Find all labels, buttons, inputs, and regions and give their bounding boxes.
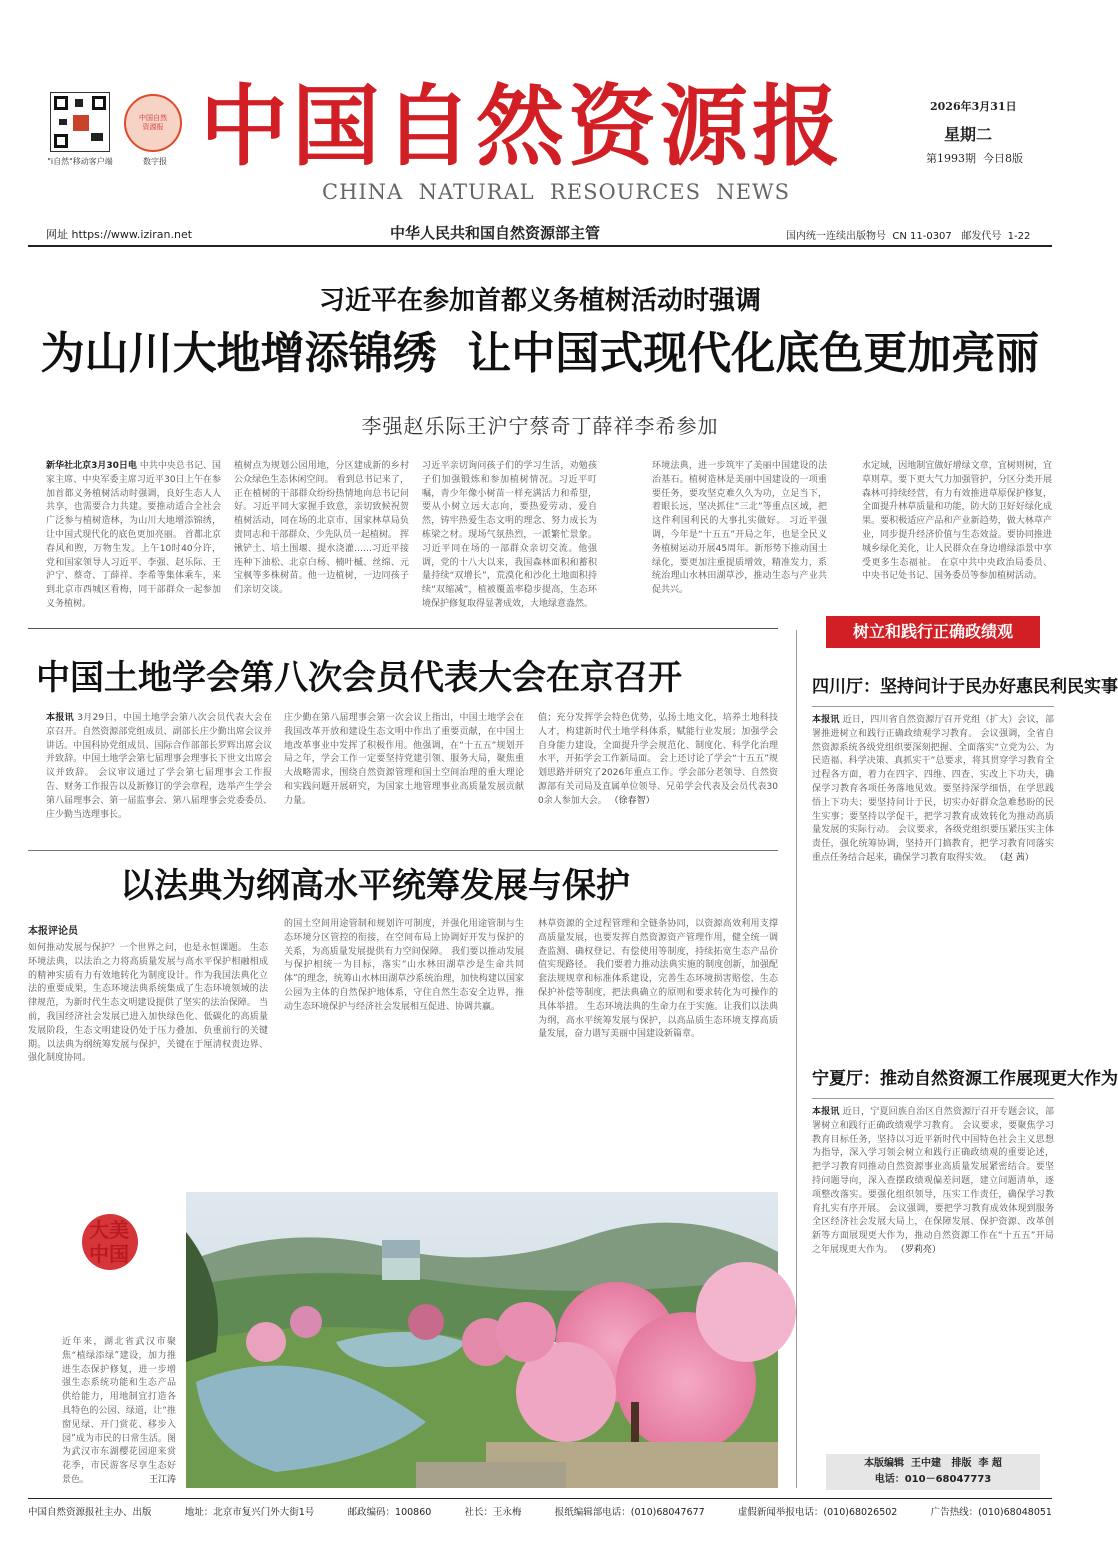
- editor-names: 本版编辑 王中建 排版 李 超: [864, 1458, 1002, 1469]
- sidebar-banner: [826, 616, 1040, 648]
- brief2-author: （罗莉亮）: [895, 1244, 941, 1255]
- lead-column-1: [46, 460, 221, 610]
- brief1-byline: 本报讯: [812, 715, 840, 725]
- masthead-english: CHINA NATURAL RESOURCES NEWS: [322, 180, 791, 204]
- seal-text: 中国自然资源报: [139, 114, 167, 131]
- lead-text-4: 环境法典，进一步筑牢了美丽中国建设的法治基石。植树造林是美丽中国建设的一项重要任务，要攻坚克难久久为功，立足当下，着眼长远，坚决抓住“三北”等重点区域，把这件利国利民的大事扎实做好。 习近平强调，今年是“十五五”开局之年，也是全民义务植树运动开展45周年。新形势下推动国土绿化，要更加注重提质增效，精准发力，系统治理山水林田湖草沙，推动生态与产业共促共兴。: [652, 461, 827, 596]
- commentary-text-1: 如何推动发展与保护？一个世界之问，也是永恒课题。 生态环境法典，以法治之力将高质量发展与高水平保护相融相成的精神实质有力有效地转化为制度设计。作为我国法典化立法的重要成果，生态环境法典系统集成了生态环境领域的法律规范，为新时代生态文明建设提供了坚实的法治保障。 当前，我国经济社会发展已进入加快绿色化、低碳化的高质量发展阶段，生态文明建设仍处于压力叠加、负重前行的关键期。以法典为纲统筹发展与保护，关键在于厘清权责边界、强化制度协同。: [28, 943, 268, 1064]
- footer-address: 地址：北京市复兴门外大街1号: [184, 1507, 315, 1518]
- qr1-caption: "i自然"移动客户端: [47, 157, 113, 166]
- footer-rule: [28, 1498, 1052, 1499]
- masthead-rule: [28, 245, 1052, 247]
- sponsor-line: 中华人民共和国自然资源部主管: [390, 224, 601, 242]
- lead-kicker: 习近平在参加首都义务植树活动时强调: [318, 286, 761, 316]
- brief2-title: 宁夏厅：推动自然资源工作展现更大作为: [812, 1069, 1118, 1089]
- article2-author: （徐春智）: [609, 795, 655, 806]
- brief1-body: [812, 714, 1054, 1038]
- lead-text-2: 植树点为规划公园用地，分区建成新的乡村公众绿色生态休闲空间。 看到总书记来了，正在植树的干部群众纷纷热情地向总书记问好。习近平同大家握手致意，亲切致候祝贺植树活动，同在场的北京市、国家林草局负责同志和干部群众、少先队员一起植树。 挥锹铲土、培土围堰、提水浇灌……习近平接连种下油松、北京白杨、楠叶槭、丝绵、元宝枫等多株树苗。他一边植树，一边同孩子们亲切交谈。: [234, 461, 409, 596]
- newspaper-seal: [124, 94, 182, 152]
- photo-caption-text: 近年来，湖北省武汉市聚焦“植绿添绿”建设，加力推进生态保护修复，进一步增强生态系统功能和生态产品供给能力，用地制宜打造各具特色的公园、绿道，让“推窗见绿、开门赏花、移步入园”成为市民的日常生活。图为武汉市东湖樱花园迎来赏花季，市民游客尽享生态好景色。: [62, 1337, 176, 1485]
- commentary-column-3: [538, 918, 778, 1180]
- brief1-author: （赵 茜）: [994, 852, 1034, 863]
- brief1-rule: [812, 706, 1054, 707]
- brief2-byline: 本报讯: [812, 1107, 840, 1117]
- commentary-byline: 本报评论员: [28, 926, 78, 937]
- lead-column-4: [652, 460, 827, 610]
- article2-byline: 本报讯: [46, 713, 74, 723]
- footer-bar: [28, 1504, 1052, 1520]
- article2-text-1: 3月29日，中国土地学会第八次会员代表大会在京召开。自然资源部党组成员、副部长庄少勤出席会议并讲话。中国科协党组成员、国际合作部部长罗辉出席会议并致辞。中国土地学会第七届理事会理事长下世文出席会议并致辞。 会议审议通过了学会第七届理事会工作报告、财务工作报告以及新修订的学会章程，选举产生学会第八届理事会、第一届监事会、第八届理事会党委委员、庄少勤当选理事长。: [46, 713, 272, 820]
- editor-phone: 电话：010－68047773: [874, 1474, 992, 1485]
- editor-credit: [826, 1454, 1040, 1490]
- commentary-text-3: 林草资源的全过程管理和全链条协同，以资源高效利用支撑高质量发展，也要发挥自然资源资产管理作用，健全统一调查监测、确权登记、有偿使用等制度，持续拓宽生态产品价值实现路径。 我们要着力推动法典实施的制度创新，加强配套法规规章和标准体系建设，完善生态环境损害赔偿、生态保护补偿等制度，把法典确立的原则和要求转化为可操作的具体举措。 生态环境法典的生命力在于实施。让我们以法典为纲，高水平统筹发展与保护，以高品质生态环境支撑高质量发展，奋力谱写美丽中国建设新篇章。: [538, 919, 778, 1040]
- footer-hotline: 虚假新闻举报电话：(010)68026502: [737, 1507, 898, 1518]
- footer-publisher: 中国自然资源报社主办、出版: [28, 1507, 152, 1518]
- issue-weekday: 星期二: [944, 125, 993, 144]
- issue-date: 2026年3月31日: [930, 100, 1017, 113]
- qr2-caption: 数字报: [143, 157, 167, 166]
- commentary-column-1: [28, 942, 268, 1180]
- article2-headline: 中国土地学会第八次会员代表大会在京召开: [36, 658, 682, 698]
- lead-text-1: 中共中央总书记、国家主席、中央军委主席习近平30日上午在参加首都义务植树活动时强调，良好生态人人共享，也需要合力共建。要推动适合全社会广泛参与植树造林，为山川大地增添锦绣，让中国式现代化的底色更加亮丽。 首都北京春风和煦，万物生发。上午10时40分许，党和国家领导人习近平、李强、赵乐际、王沪宁、蔡奇、丁薛祥、李希等集体乘车，来到北京市西城区看梅，同干部群众一起参加义务植树。: [46, 461, 221, 609]
- photo-credit: 王江涛: [148, 1474, 176, 1485]
- lead-text-5: 水定域，因地制宜做好增绿文章，宜树则树，宜草则草。要下更大气力加强管护，分区分类开展森林可持续经营，有力有效推进草原保护修复，全面提升林草质量和功能，防大防卫好好绿化成果。要积极适应产品和产业新趋势，做大林草产业，同步提升经济价值与生态效益。要协同推进城乡绿化美化，让人民群众在身边增绿添景中享受更多生态福祉。 在京中共中央政治局委员、中央书记处书记、国务委员等参加植树活动。: [862, 461, 1052, 582]
- lead-rule: [28, 628, 778, 629]
- website-link[interactable]: 网址 https://www.iziran.net: [46, 228, 193, 241]
- brief2-body: [812, 1106, 1054, 1440]
- footer-postcode: 邮政编码：100860: [347, 1507, 432, 1518]
- brief2-text: 近日，宁夏回族自治区自然资源厅召开专题会议，部署树立和践行正确政绩观学习教育。 会议要求，要聚焦学习教育目标任务，坚持以习近平新时代中国特色社会主义思想为指导，深入学习领会树立和践行正确政绩观的重要论述，把学习教育同推动自然资源事业高质量发展紧密结合。要坚持问题导向，深入查摆政绩观偏差问题，建立问题清单，逐项整改落实。要强化组织领导，压实工作责任，确保学习教育扎实有序开展。 会议强调，要把学习教育成效体现到服务全区经济社会发展大局上，在保障发展、保护资源、改革创新等方面展现更大作为，推动自然资源工作在“十五五”开局之年展现更大作为。: [812, 1107, 1054, 1255]
- lead-text-3: 习近平亲切询问孩子们的学习生活，劝勉孩子们加强锻炼和参加植树情况。习近平叮嘱，青少年像小树苗一样充满活力和希望，要从小树立远大志向，要热爱劳动、爱自然，铸牢热爱生态文明的理念、努力成长为栋梁之材。现场气氛热烈，一派繁忙景象。 习近平同在场的一部群众亲切交流。他强调，党的十八大以来，我国森林面积和蓄积量持续“双增长”，荒漠化和沙化土地面积持续“双缩减”，植被覆盖率稳步提高，生态环境保护修复取得显著成效，大地绿意盎然。: [422, 461, 597, 609]
- article2-rule: [28, 850, 778, 851]
- lead-column-2: [234, 460, 409, 610]
- article2-text-3: 值；充分发挥学会特色优势，弘扬土地文化，培养土地科技人才，构建新时代土地学科体系，赋能行业发展；加强学会自身能力建设，全面提升学会规范化、制度化、科学化治理水平，开拓学会工作新局面。 会上还讨论了学会“十五五”规划思路并研究了2026年重点工作。学会部分老领导、自然资源部有关司局及直属单位领导、兄弟学会代表及会员代表300余人参加大会。: [538, 713, 778, 806]
- footer-ad-phone: 广告热线：(010)68048051: [930, 1507, 1052, 1518]
- sidebar-divider: [796, 630, 797, 1488]
- issue-number: 第1993期 今日8版: [926, 152, 1023, 165]
- article2-column-1: [46, 712, 272, 842]
- article2-column-2: [284, 712, 524, 842]
- footer-desk-phone: 报纸编辑部电话：(010)68047677: [554, 1507, 705, 1518]
- lead-column-5: [862, 460, 1052, 610]
- commentary-text-2: 的国土空间用途管制和规划许可制度，并强化用途管制与生态环境分区管控的衔接，在空间布局上协调好开发与保护的关系，为高质量发展提供有力空间保障。 我们要以推动发展与保护相统一为目标，落实“山水林田湖草沙是生命共同体”的理念，统筹山水林田湖草沙系统治理，加快构建以国家公园为主体的自然保护地体系，守住自然生态安全边界，推动生态环境保护与经济社会发展相互促进、协调共赢。: [284, 919, 524, 1012]
- cherry-blossom-photo: [186, 1192, 778, 1488]
- brief1-text: 近日，四川省自然资源厅召开党组（扩大）会议，部署推进树立和践行正确政绩观学习教育。 会议强调，全省自然资源系统各级党组织要深刻把握、全面落实“立党为公、为民造福、科学决策、真抓实干”总要求，将其贯穿学习教育全过程各方面，着力在四字、四维、四查、实改上下功夫，确保学习教育各项任务落地见效。要坚持深学细悟，在学思践悟上下功夫；要坚持问计于民，切实办好群众急难愁盼的民生实事；要坚持以学促干，把学习教育成效转化为推动高质量发展的实际行动。 会议要求，各级党组织要压紧压实主体责任，强化统筹协调，坚持开门搞教育，把学习教育同落实重点任务结合起来，确保学习教育取得实效。: [812, 715, 1054, 863]
- brief1-title: 四川厅：坚持问计于民办好惠民利民实事: [812, 677, 1118, 697]
- photo-stamp-text: 大美中国: [89, 1218, 129, 1266]
- article2-column-3: [538, 712, 778, 842]
- commentary-headline: 以法典为纲高水平统筹发展与保护: [120, 866, 630, 906]
- article2-text-2: 庄少勤在第八届理事会第一次会议上指出，中国土地学会在我国改革开放和建设生态文明中作出了重要贡献，在中国土地改革事业中发挥了积极作用。他强调，在“十五五”规划开局之年，学会工作一定要坚持党建引领、服务大局，聚焦重大战略需求，围绕自然资源管理和国土空间治理的重大理论和实践问题开展研究，为国家土地管理事业高质量发展贡献力量。: [284, 713, 524, 806]
- lead-column-3: [422, 460, 597, 610]
- commentary-column-2: [284, 918, 524, 1180]
- photo-stamp: [76, 1214, 142, 1320]
- qr-code-app: [50, 92, 110, 152]
- publication-number: 国内统一连续出版物号 CN 11-0307 邮发代号 1-22: [786, 231, 1031, 242]
- footer-president: 社长：王永梅: [464, 1507, 522, 1518]
- lead-dateline: 新华社北京3月30日电: [46, 461, 137, 471]
- brief2-rule: [812, 1098, 1054, 1099]
- lead-headline: 为山川大地增添锦绣 让中国式现代化底色更加亮丽: [40, 328, 1040, 379]
- lead-subhead: 李强赵乐际王沪宁蔡奇丁薛祥李希参加: [361, 414, 719, 438]
- sidebar-banner-text: 树立和践行正确政绩观: [852, 622, 1013, 641]
- masthead-title: 中国自然资源报: [200, 74, 845, 178]
- photo-caption: [62, 1336, 176, 1486]
